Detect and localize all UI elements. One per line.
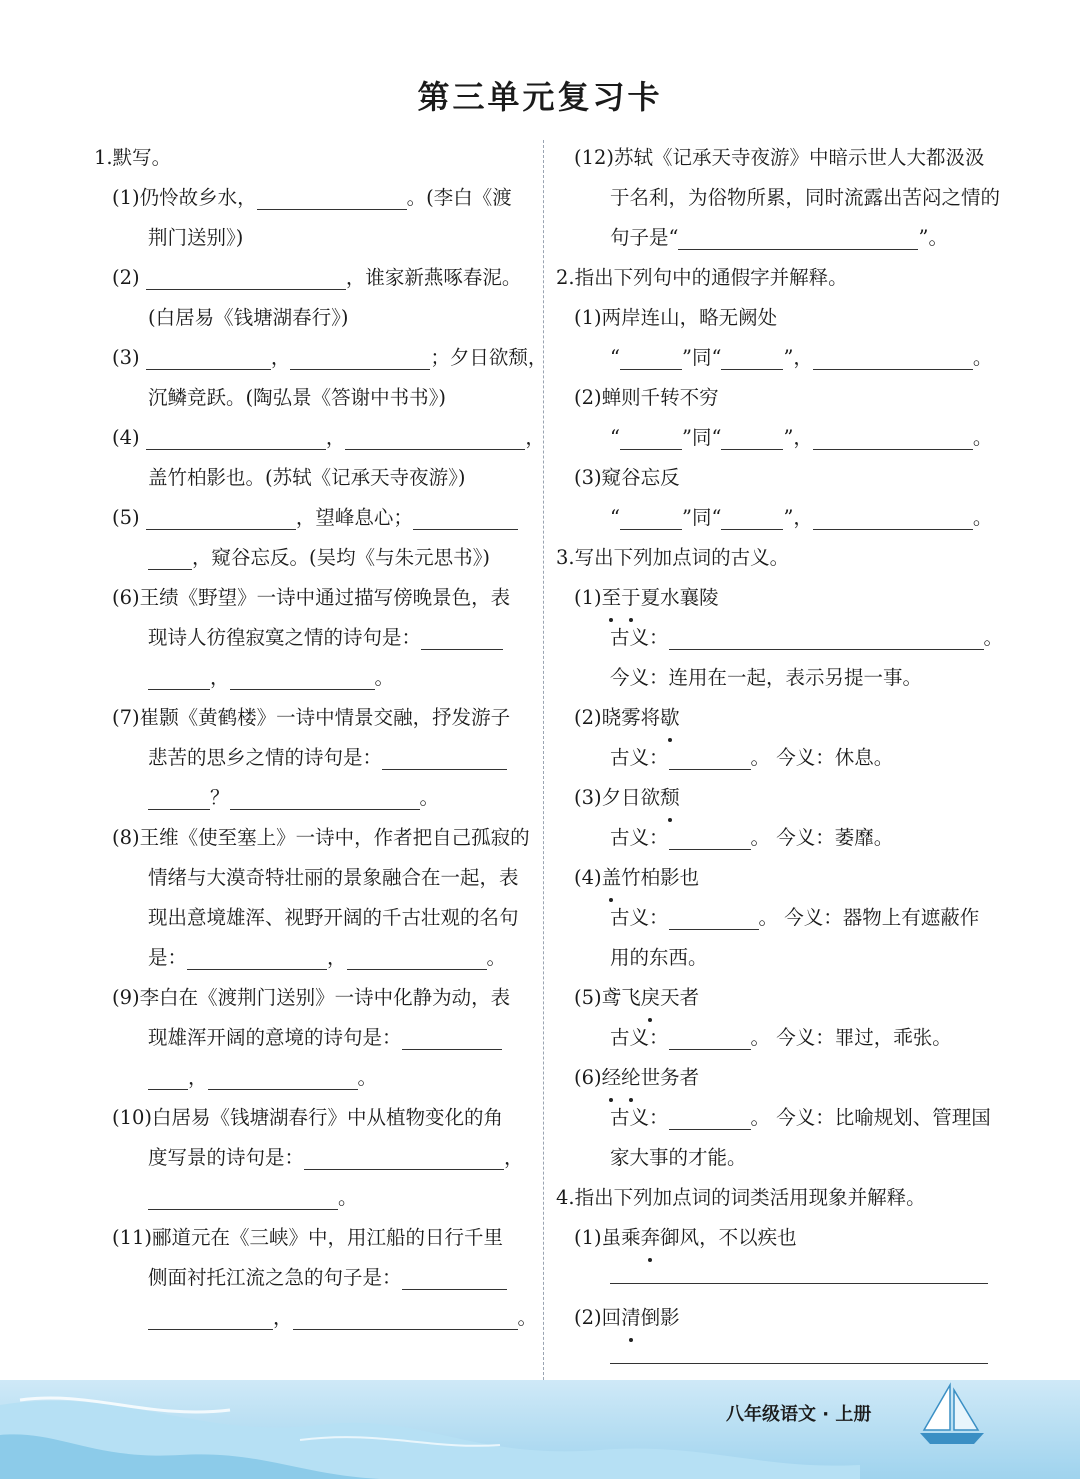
text-line: 盖竹柏影也。(苏轼《记承天寺夜游》): [148, 466, 466, 489]
text-line: (1)虽乘奔御风，不以疾也: [556, 1218, 990, 1258]
dotted-char: 经: [602, 1058, 622, 1098]
right-column: [556, 138, 1004, 1458]
dotted-char: 于: [621, 578, 641, 618]
text-line: (2)晓雾将歇: [556, 698, 990, 738]
text-line: 古义： 。 今义：休息。: [610, 746, 894, 769]
fill-blank[interactable]: [304, 1147, 504, 1170]
page-title: 第三单元复习卡: [417, 78, 663, 116]
fill-blank[interactable]: [148, 787, 210, 810]
text-line: (5) ，望峰息心；: [94, 498, 528, 538]
fill-blank[interactable]: [620, 347, 682, 370]
fill-blank[interactable]: [669, 627, 984, 650]
fill-blank[interactable]: [721, 507, 783, 530]
text-line: 现雄浑开阔的意境的诗句是：: [94, 1018, 528, 1058]
text-line: (白居易《钱塘湖春行》): [148, 306, 349, 329]
text-line: (7)崔颢《黄鹤楼》一诗中情景交融，抒发游子: [112, 706, 511, 729]
text-line: 古义： 。 今义：比喻规划、管理国: [610, 1106, 991, 1129]
fill-blank[interactable]: [146, 267, 346, 290]
text-line: 古义： 。: [610, 626, 1004, 649]
text-line: (3)窥谷忘反: [574, 466, 680, 489]
text-line: 古义： 。 今义：罪过，乖张。: [610, 1026, 952, 1049]
fill-blank[interactable]: [146, 347, 271, 370]
text-line: ， 。: [94, 1058, 528, 1098]
fill-blank[interactable]: [721, 347, 783, 370]
dotted-char: 至: [602, 578, 622, 618]
text-line: (9)李白在《渡荆门送别》一诗中化静为动，表: [112, 986, 511, 1009]
sailboat-icon: [912, 1380, 992, 1450]
fill-blank[interactable]: [669, 747, 751, 770]
text-line: (5)鸢飞戾天者: [556, 978, 990, 1018]
text-line: 古义： 。 今义：萎靡。: [610, 826, 894, 849]
fill-blank[interactable]: [208, 1067, 358, 1090]
text-line: (1)仍怜故乡水， 。(李白《渡: [112, 186, 512, 209]
fill-blank[interactable]: [813, 507, 973, 530]
text-line: 现诗人彷徨寂寞之情的诗句是：: [94, 618, 528, 658]
text-line: (10)白居易《钱塘湖春行》中从植物变化的角: [112, 1106, 504, 1129]
text-line: “ ”同“ ”， 。: [610, 426, 993, 449]
fill-blank[interactable]: [669, 827, 751, 850]
text-line: ，窥谷忘反。(吴均《与朱元思书》): [94, 538, 528, 578]
text-line: ， 。: [94, 1298, 528, 1338]
text-line: (2)蝉则千转不穷: [574, 386, 719, 409]
fill-blank[interactable]: [620, 427, 682, 450]
text-line: (2)回清倒影: [556, 1298, 990, 1338]
fill-blank[interactable]: [257, 187, 407, 210]
dotted-char: 纶: [621, 1058, 641, 1098]
footer-book-label: 八年级语文 · 上册: [726, 1404, 872, 1425]
text-line: (4) ， ，: [112, 426, 545, 449]
dotted-char: 清: [621, 1298, 641, 1338]
text-line: (3) ， ；夕日欲颓，: [112, 346, 548, 369]
fill-blank[interactable]: [148, 547, 192, 570]
fill-blank[interactable]: [402, 1027, 502, 1050]
answer-line[interactable]: [556, 1338, 990, 1378]
fill-blank[interactable]: [382, 747, 507, 770]
dotted-char: 奔: [641, 1218, 661, 1258]
column-divider: [543, 140, 544, 1385]
fill-blank[interactable]: [347, 947, 487, 970]
text-line: 是： ， 。: [148, 946, 507, 969]
text-line: “ ”同“ ”， 。: [610, 506, 993, 529]
fill-blank[interactable]: [345, 427, 525, 450]
text-line: 用的东西。: [610, 946, 708, 969]
fill-blank[interactable]: [146, 427, 326, 450]
answer-line[interactable]: [556, 1258, 990, 1298]
dotted-char: 歇: [660, 698, 680, 738]
text-line: 2.指出下列句中的通假字并解释。: [556, 266, 848, 289]
text-line: (6)王绩《野望》一诗中通过描写傍晚景色，表: [112, 586, 511, 609]
text-line: 荆门送别》): [148, 226, 244, 249]
fill-blank[interactable]: [413, 507, 518, 530]
text-line: (1)至于夏水襄陵: [556, 578, 990, 618]
dotted-char: 盖: [602, 858, 622, 898]
text-line: “ ”同“ ”， 。: [610, 346, 993, 369]
fill-blank[interactable]: [620, 507, 682, 530]
text-line: 悲苦的思乡之情的诗句是：: [94, 738, 528, 778]
fill-blank[interactable]: [230, 787, 420, 810]
text-line: 侧面衬托江流之急的句子是：: [94, 1258, 528, 1298]
left-column: [94, 138, 548, 1338]
text-line: (3)夕日欲颓: [556, 778, 990, 818]
text-line: 度写景的诗句是： ，: [148, 1146, 524, 1169]
fill-blank[interactable]: [293, 1307, 518, 1330]
text-line: (4)盖竹柏影也: [556, 858, 990, 898]
fill-blank[interactable]: [421, 627, 503, 650]
fill-blank[interactable]: [669, 1027, 751, 1050]
fill-blank[interactable]: [813, 347, 973, 370]
text-line: 今义：连用在一起，表示另提一事。: [610, 666, 923, 689]
dotted-char: 颓: [660, 778, 680, 818]
fill-blank[interactable]: [148, 1187, 338, 1210]
fill-blank[interactable]: [669, 907, 759, 930]
fill-blank[interactable]: [148, 667, 210, 690]
text-line: 句子是“ ”。: [610, 226, 948, 249]
text-line: 。: [94, 1178, 528, 1218]
dotted-char: 戾: [641, 978, 661, 1018]
fill-blank[interactable]: [148, 1307, 273, 1330]
text-line: 家大事的才能。: [610, 1146, 747, 1169]
text-line: 沉鳞竞跃。(陶弘景《答谢中书书》): [148, 386, 446, 409]
fill-blank[interactable]: [669, 1107, 751, 1130]
fill-blank[interactable]: [721, 427, 783, 450]
text-line: (1)两岸连山，略无阙处: [574, 306, 778, 329]
text-line: 情绪与大漠奇特壮丽的景象融合在一起，表: [148, 866, 519, 889]
text-line: 3.写出下列加点词的古义。: [556, 546, 790, 569]
fill-blank[interactable]: [813, 427, 973, 450]
text-line: (12)苏轼《记承天寺夜游》中暗示世人大都汲汲: [574, 146, 985, 169]
text-line: 古义： 。 今义：器物上有遮蔽作: [610, 906, 980, 929]
fill-blank[interactable]: [187, 947, 327, 970]
text-line: 现出意境雄浑、视野开阔的千古壮观的名句: [148, 906, 519, 929]
text-line: 1.默写。: [94, 146, 172, 169]
text-line: 于名利，为俗物所累，同时流露出苦闷之情的: [610, 186, 1001, 209]
text-line: (11)郦道元在《三峡》中，用江船的日行千里: [112, 1226, 504, 1249]
text-line: ， 。: [94, 658, 528, 698]
fill-blank[interactable]: [678, 227, 918, 250]
fill-blank[interactable]: [148, 1067, 188, 1090]
text-line: (8)王维《使至塞上》一诗中，作者把自己孤寂的: [112, 826, 530, 849]
text-line: (6)经纶世务者: [556, 1058, 990, 1098]
text-line: ？ 。: [94, 778, 528, 818]
fill-blank[interactable]: [230, 667, 375, 690]
fill-blank[interactable]: [402, 1267, 507, 1290]
fill-blank[interactable]: [290, 347, 430, 370]
text-line: 4.指出下列加点词的词类活用现象并解释。: [556, 1186, 926, 1209]
fill-blank[interactable]: [146, 507, 296, 530]
text-line: (2) ，谁家新燕啄春泥。: [112, 266, 522, 289]
